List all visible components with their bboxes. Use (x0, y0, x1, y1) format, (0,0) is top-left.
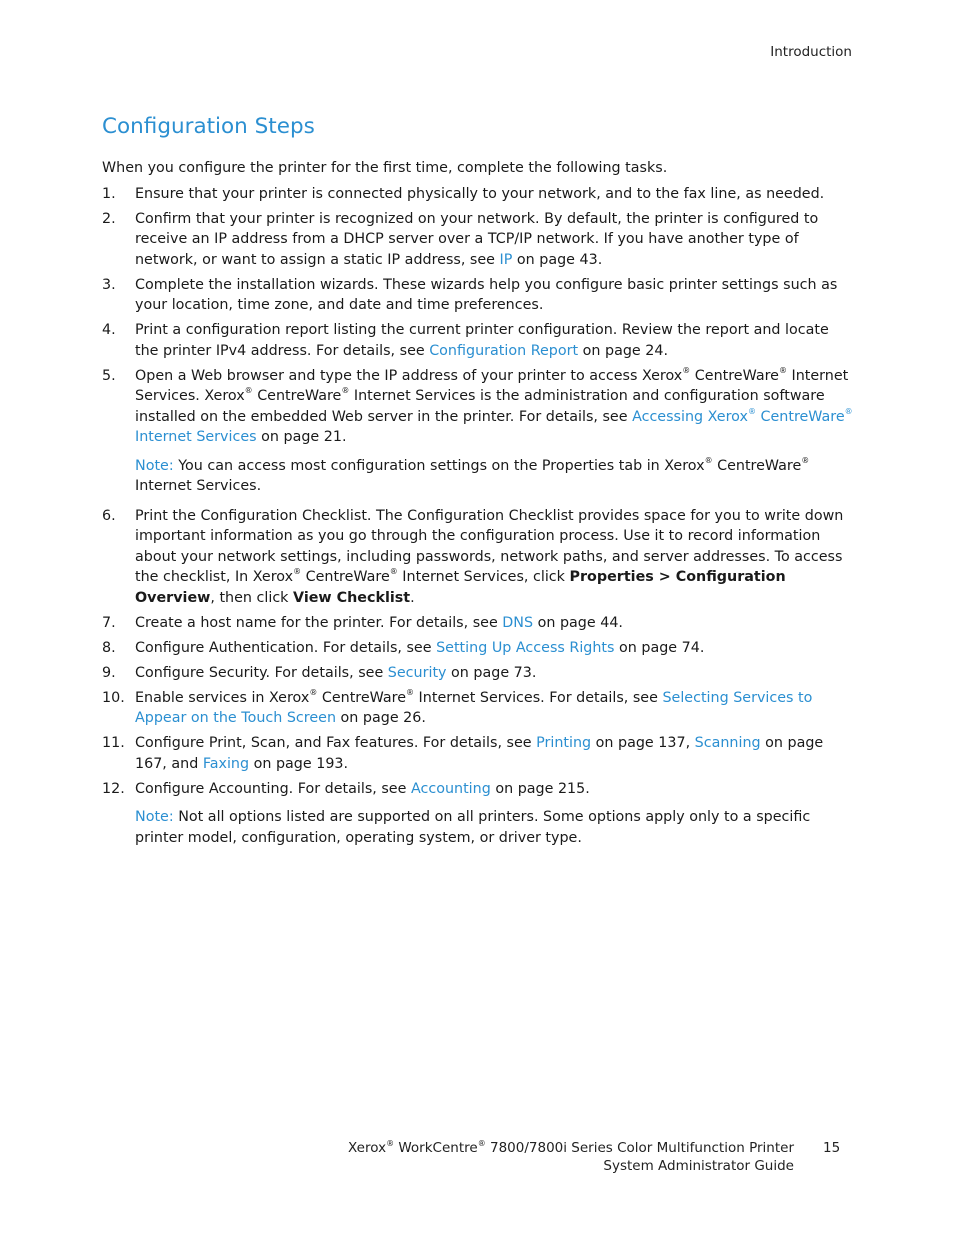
ui-term-properties: Properties (569, 569, 654, 585)
registered-mark: ® (801, 455, 810, 465)
page-number: 15 (823, 1140, 841, 1156)
list-item: 8. Configure Authentication. For details, see Setting Up Access Rights on page 74. (102, 638, 854, 659)
list-item: 3. Complete the installation wizards. These wizards help you configure basic printer settings such as your location, time zone, and date and time preferences. (102, 276, 838, 313)
step-number: 4. (102, 322, 116, 338)
list-item: 11. Configure Print, Scan, and Fax features. For details, see Printing on page 137, Scanning on page 167, and Faxing on page 193. (102, 735, 824, 772)
note-block: Note: You can access most configuration settings on the Properties tab in Xerox® CentreWare® Internet Services. (135, 455, 810, 494)
page-content (102, 158, 854, 857)
registered-mark: ® (341, 386, 350, 396)
step-number: 2. (102, 210, 116, 227)
registered-mark: ® (682, 365, 691, 375)
step-number: 1. (102, 185, 116, 202)
registered-mark: ® (293, 567, 302, 577)
list-item: 7. Create a host name for the printer. For details, see DNS on page 44. (102, 613, 854, 634)
intro-paragraph: When you configure the printer for the first time, complete the following tasks. (102, 160, 668, 176)
registered-mark: ® (406, 687, 415, 697)
registered-mark: ® (704, 455, 713, 465)
ui-term-view-checklist: View Checklist (293, 589, 411, 606)
registered-mark: ® (309, 687, 318, 697)
link-scanning[interactable]: Scanning (694, 735, 761, 751)
link-faxing[interactable]: Faxing (202, 755, 250, 772)
list-item: 10. Enable services in Xerox® CentreWare® Internet Services. For details, see Selecting Services to Appear on the Touch Screen on page 26. (102, 687, 813, 726)
registered-mark: ® (778, 365, 787, 375)
list-item: 2. Confirm that your printer is recognized on your network. By default, the printer is configured to receive an IP address from a DHCP server over a TCP/IP network. If you have another type of network, or want to assign a static IP address, see IP on page 43. (102, 210, 819, 268)
step-number: 8. (102, 639, 116, 656)
list-item: 4. Print a configuration report listing the current printer configuration. Review the report and locate the printer IPv4 address. For details, see Configuration Report on page 24. (102, 322, 829, 359)
link-dns[interactable]: DNS (502, 614, 534, 631)
link-ip[interactable]: IP (499, 251, 513, 268)
step-number: 7. (102, 614, 116, 631)
note-label: Note: (135, 457, 174, 474)
step-number: 12. (102, 780, 125, 797)
note-block: Note: Not all options listed are supported on all printers. Some options apply only to a specific printer model, configuration, operating system, or driver type. (135, 809, 811, 846)
list-item: 9. Configure Security. For details, see Security on page 73. (102, 663, 854, 684)
step-number: 6. (102, 507, 116, 524)
link-security[interactable]: Security (387, 664, 447, 681)
running-header: Introduction (770, 44, 852, 60)
list-item: 12. Configure Accounting. For details, see Accounting on page 215. Note: Not all options listed are supported on all printers. Some options apply only to a specific printer model, configuration, operating system, or driver type. (102, 779, 854, 849)
registered-mark: ® (386, 1138, 395, 1148)
link-accounting[interactable]: Accounting (410, 780, 491, 797)
link-selecting-services[interactable]: Selecting Services to Appear on the Touch Screen (135, 689, 813, 726)
link-setting-up-access-rights[interactable]: Setting Up Access Rights (436, 639, 615, 656)
step-number: 10. (102, 689, 125, 706)
list-item: 6. Print the Configuration Checklist. The Configuration Checklist provides space for you to write down important information as you go through the configuration process. Use it to record information about your network settings, including passwords, network paths, and server addresses. To access the checklist, In Xerox® CentreWare® Internet Services, click Properties > Configuration Overview, then click View Checklist. (102, 507, 844, 606)
step-number: 9. (102, 664, 116, 681)
list-item: 5. Open a Web browser and type the IP address of your printer to access Xerox® CentreWare® Internet Services. Xerox® CentreWare® Internet Services is the administration and configuration software installed on the embedded Web server in the printer. For details, see Accessing Xerox® CentreWare® Internet Services on page 21. Note: You can access most configuration settings on the Properties tab in Xerox® CentreWare® Internet Services. (102, 366, 854, 497)
step-number: 3. (102, 276, 116, 293)
note-label: Note: (135, 809, 174, 825)
step-number: 11. (102, 735, 125, 751)
list-item: 1. Ensure that your printer is connected physically to your network, and to the fax line, as needed. (102, 184, 854, 205)
registered-mark: ® (389, 567, 398, 577)
step-number: 5. (102, 367, 116, 384)
link-accessing-centreware[interactable]: Accessing Xerox® CentreWare® Internet Services (135, 406, 853, 445)
ui-term-configuration-overview: Configuration Overview (135, 569, 786, 606)
footer-title: Xerox® WorkCentre® 7800/7800i Series Color Multifunction Printer System Administrator Guide (348, 1138, 794, 1174)
registered-mark: ® (244, 386, 253, 396)
link-configuration-report[interactable]: Configuration Report (429, 342, 579, 359)
section-title: Configuration Steps (102, 114, 315, 139)
registered-mark: ® (477, 1138, 486, 1148)
link-printing[interactable]: Printing (536, 735, 592, 751)
steps-list (102, 184, 854, 849)
